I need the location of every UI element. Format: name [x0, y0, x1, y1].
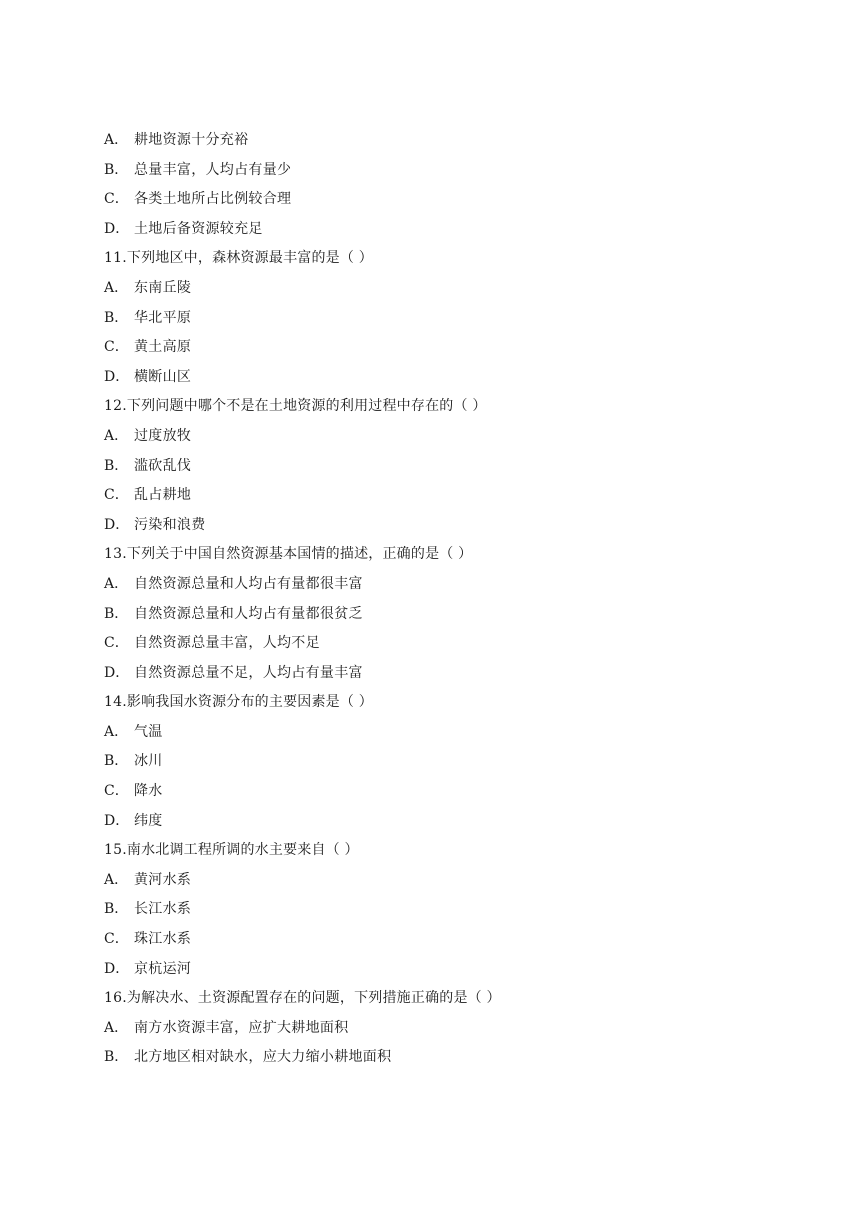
option-text: 自然资源总量和人均占有量都很贫乏: [134, 605, 363, 622]
option-text: 气温: [134, 723, 163, 740]
option-letter: C．: [104, 931, 129, 948]
question-stem: [104, 836, 804, 866]
answer-option: [104, 629, 804, 659]
option-text: 黄土高原: [134, 339, 192, 356]
answer-option: [104, 777, 804, 807]
question-text: 12.下列问题中哪个不是在土地资源的利用过程中存在的（ ）: [104, 398, 487, 415]
answer-option: [104, 1043, 804, 1073]
option-text: 滥砍乱伐: [134, 457, 192, 474]
answer-option: [104, 156, 804, 186]
option-letter: D．: [104, 812, 130, 829]
option-text: 横断山区: [134, 368, 192, 385]
answer-option: [104, 955, 804, 985]
answer-option: [104, 895, 804, 925]
answer-option: [104, 185, 804, 215]
answer-option: [104, 422, 804, 452]
option-letter: C．: [104, 339, 129, 356]
answer-option: [104, 452, 804, 482]
option-letter: C．: [104, 635, 129, 652]
answer-option: [104, 481, 804, 511]
option-letter: C．: [104, 783, 129, 800]
answer-option: [104, 511, 804, 541]
exam-content: [104, 126, 804, 1073]
option-letter: A．: [104, 871, 129, 888]
answer-option: [104, 600, 804, 630]
answer-option: [104, 1014, 804, 1044]
question-stem: [104, 540, 804, 570]
option-text: 冰川: [134, 753, 163, 770]
option-letter: A．: [104, 279, 129, 296]
answer-option: [104, 925, 804, 955]
option-letter: A．: [104, 1019, 129, 1036]
option-letter: B．: [104, 1049, 129, 1066]
option-text: 耕地资源十分充裕: [134, 132, 249, 148]
option-text: 华北平原: [134, 309, 192, 326]
answer-option: [104, 363, 804, 393]
answer-option: [104, 126, 804, 156]
answer-option: [104, 718, 804, 748]
question-text: 14.影响我国水资源分布的主要因素是（ ）: [104, 694, 373, 711]
option-text: 纬度: [134, 812, 163, 829]
option-text: 京杭运河: [134, 960, 192, 977]
option-text: 过度放牧: [134, 427, 192, 444]
option-text: 污染和浪费: [134, 516, 206, 533]
answer-option: [104, 570, 804, 600]
question-stem: [104, 688, 804, 718]
option-letter: A．: [104, 723, 129, 740]
option-text: 黄河水系: [134, 871, 192, 888]
option-letter: C．: [104, 487, 129, 504]
option-text: 降水: [134, 783, 163, 800]
question-stem: [104, 984, 804, 1014]
option-letter: B．: [104, 457, 129, 474]
answer-option: [104, 274, 804, 304]
option-text: 自然资源总量丰富，人均不足: [134, 635, 320, 652]
option-text: 各类土地所占比例较合理: [134, 191, 292, 208]
option-text: 北方地区相对缺水，应大力缩小耕地面积: [134, 1049, 392, 1066]
question-stem: [104, 392, 804, 422]
option-letter: D．: [104, 368, 130, 385]
option-letter: A．: [104, 575, 129, 592]
option-letter: B．: [104, 901, 129, 918]
question-text: 11.下列地区中，森林资源最丰富的是（ ）: [104, 250, 373, 267]
option-letter: B．: [104, 309, 129, 326]
option-letter: A．: [104, 427, 129, 444]
option-letter: A．: [104, 132, 129, 148]
option-letter: B．: [104, 753, 129, 770]
answer-option: [104, 747, 804, 777]
option-letter: B．: [104, 605, 129, 622]
option-text: 长江水系: [134, 901, 192, 918]
question-text: 16.为解决水、土资源配置存在的问题，下列措施正确的是（ ）: [104, 990, 501, 1007]
answer-option: [104, 807, 804, 837]
answer-option: [104, 866, 804, 896]
option-text: 自然资源总量不足，人均占有量丰富: [134, 664, 363, 681]
option-letter: D．: [104, 664, 130, 681]
option-text: 南方水资源丰富，应扩大耕地面积: [134, 1019, 349, 1036]
option-letter: D．: [104, 220, 130, 237]
option-text: 总量丰富，人均占有量少: [134, 161, 292, 178]
question-stem: [104, 244, 804, 274]
answer-option: [104, 659, 804, 689]
question-text: 15.南水北调工程所调的水主要来自（ ）: [104, 842, 359, 859]
question-text: 13.下列关于中国自然资源基本国情的描述，正确的是（ ）: [104, 546, 473, 563]
option-letter: D．: [104, 516, 130, 533]
option-text: 土地后备资源较充足: [134, 220, 263, 237]
option-letter: B．: [104, 161, 129, 178]
answer-option: [104, 333, 804, 363]
option-letter: D．: [104, 960, 130, 977]
answer-option: [104, 215, 804, 245]
option-letter: C．: [104, 191, 129, 208]
option-text: 东南丘陵: [134, 279, 192, 296]
option-text: 乱占耕地: [134, 487, 192, 504]
answer-option: [104, 304, 804, 334]
option-text: 珠江水系: [134, 931, 192, 948]
option-text: 自然资源总量和人均占有量都很丰富: [134, 575, 363, 592]
